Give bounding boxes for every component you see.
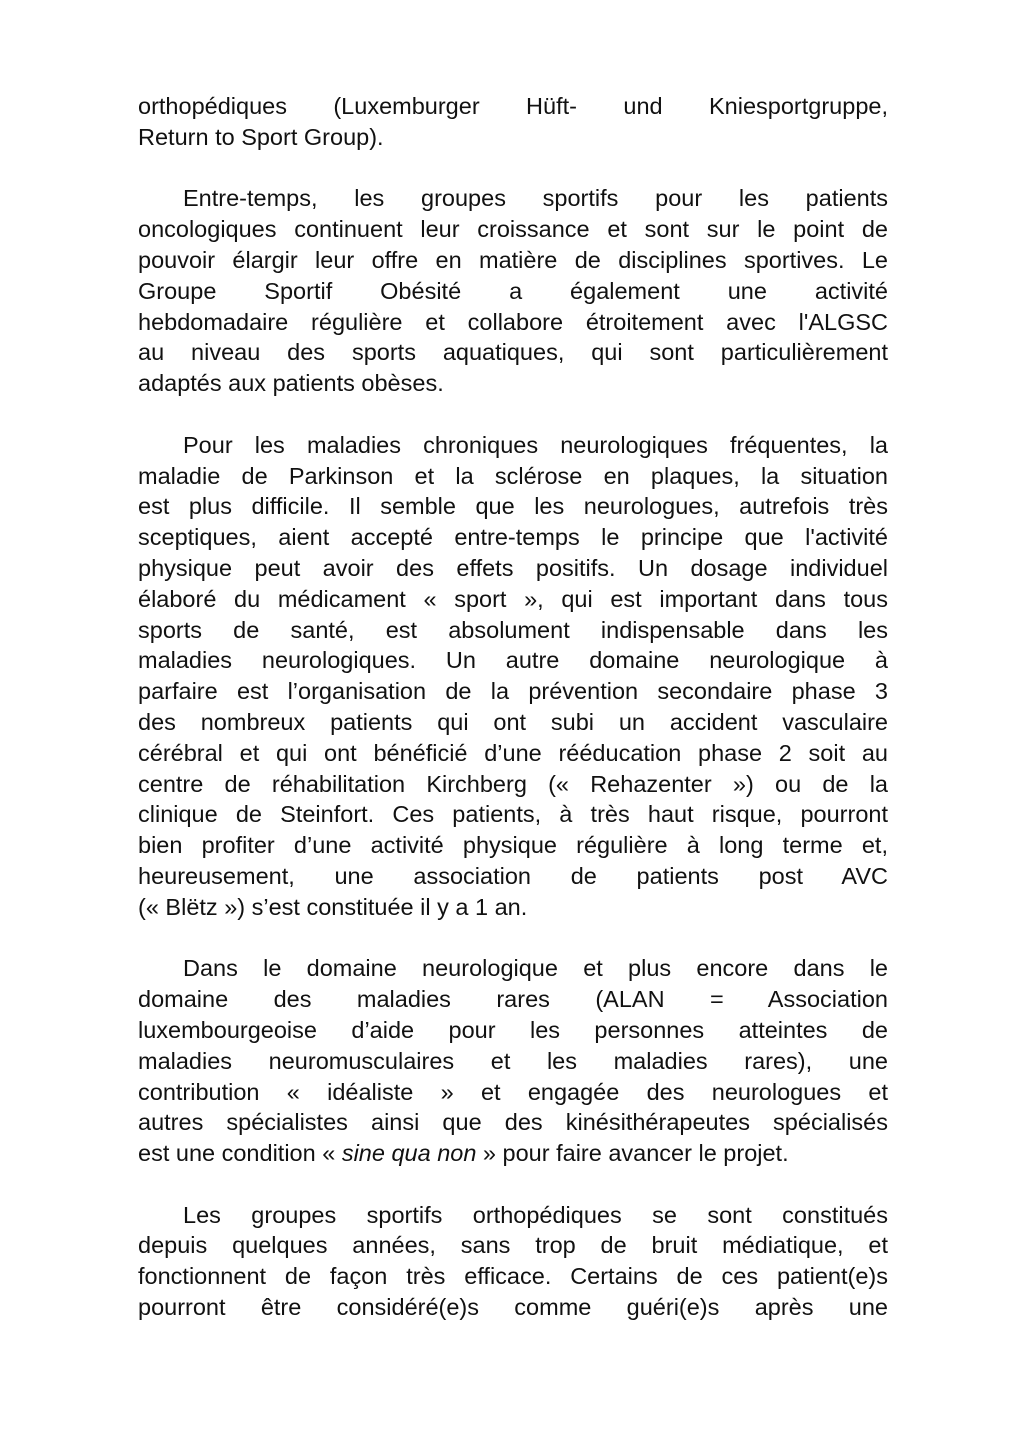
text-line: physique peut avoir des effets positifs. Un dosage individuel (138, 554, 888, 581)
text-line: domaine des maladies rares (ALAN = Association (138, 986, 888, 1013)
text-line: heureusement, une association de patients post AVC (138, 862, 888, 889)
paragraph-orthopedic-groups (138, 1200, 888, 1323)
text-line: Groupe Sportif Obésité a également une activité (138, 277, 888, 304)
paragraph-oncology-obesity-groups (138, 183, 888, 399)
paragraph-orthopedic-groups-continued (138, 91, 888, 153)
text-line: parfaire est l’organisation de la prévention secondaire phase 3 (138, 678, 888, 705)
text-line: bien profiter d’une activité physique régulière à long terme et, (138, 832, 888, 859)
text-line: autres spécialistes ainsi que des kinésithérapeutes spécialisés (138, 1109, 888, 1136)
text-fragment: » pour faire avancer le projet. (476, 1140, 789, 1167)
text-line: sports de santé, est absolument indispensable dans les (138, 616, 888, 643)
text-line: maladies neurologiques. Un autre domaine neurologique à (138, 647, 888, 674)
text-line: est plus difficile. Il semble que les neurologues, autrefois très (138, 493, 888, 520)
text-line: cérébral et qui ont bénéficié d’une rééducation phase 2 soit au (138, 739, 888, 766)
text-fragment: est une condition « (138, 1140, 342, 1167)
text-line: pourront être considéré(e)s comme guéri(e)s après une (138, 1294, 888, 1321)
text-line: Dans le domaine neurologique et plus encore dans le (183, 955, 888, 982)
paragraph-neurological-diseases (138, 430, 888, 923)
text-line: maladies neuromusculaires et les maladies rares), une (138, 1047, 888, 1074)
text-line: des nombreux patients qui ont subi un accident vasculaire (138, 708, 888, 735)
text-line: clinique de Steinfort. Ces patients, à très haut risque, pourront (138, 801, 888, 828)
text-line: Return to Sport Group). (138, 123, 384, 150)
paragraph-rare-diseases (138, 953, 888, 1169)
text-line: au niveau des sports aquatiques, qui sont particulièrement (138, 339, 888, 366)
text-line: (« Blëtz ») s’est constituée il y a 1 an. (138, 893, 528, 920)
italic-phrase-sine-qua-non: sine qua non (341, 1140, 477, 1167)
text-line: luxembourgeoise d’aide pour les personnes atteintes de (138, 1016, 888, 1043)
document-page (138, 91, 888, 1354)
text-line: pouvoir élargir leur offre en matière de disciplines sportives. Le (138, 246, 888, 273)
text-line: Entre-temps, les groupes sportifs pour les patients (183, 185, 888, 212)
text-line: Pour les maladies chroniques neurologiques fréquentes, la (183, 431, 888, 458)
text-line: contribution « idéaliste » et engagée des neurologues et (138, 1078, 888, 1105)
text-line: Les groupes sportifs orthopédiques se sont constitués (183, 1201, 888, 1228)
text-line: adaptés aux patients obèses. (138, 370, 444, 397)
text-line: sceptiques, aient accepté entre-temps le principe que l'activité (138, 524, 888, 551)
text-line: oncologiques continuent leur croissance et sont sur le point de (138, 216, 888, 243)
text-line: orthopédiques (Luxemburger Hüft- und Kniesportgruppe, (138, 93, 888, 119)
text-line: hebdomadaire régulière et collabore étroitement avec l'ALGSC (138, 308, 888, 335)
text-line: depuis quelques années, sans trop de bruit médiatique, et (138, 1232, 888, 1259)
text-line: maladie de Parkinson et la sclérose en plaques, la situation (138, 462, 888, 489)
text-line: centre de réhabilitation Kirchberg (« Rehazenter ») ou de la (138, 770, 888, 797)
text-line-with-italic (138, 1138, 888, 1169)
text-line: élaboré du médicament « sport », qui est important dans tous (138, 585, 888, 612)
text-line: fonctionnent de façon très efficace. Certains de ces patient(e)s (138, 1263, 888, 1290)
